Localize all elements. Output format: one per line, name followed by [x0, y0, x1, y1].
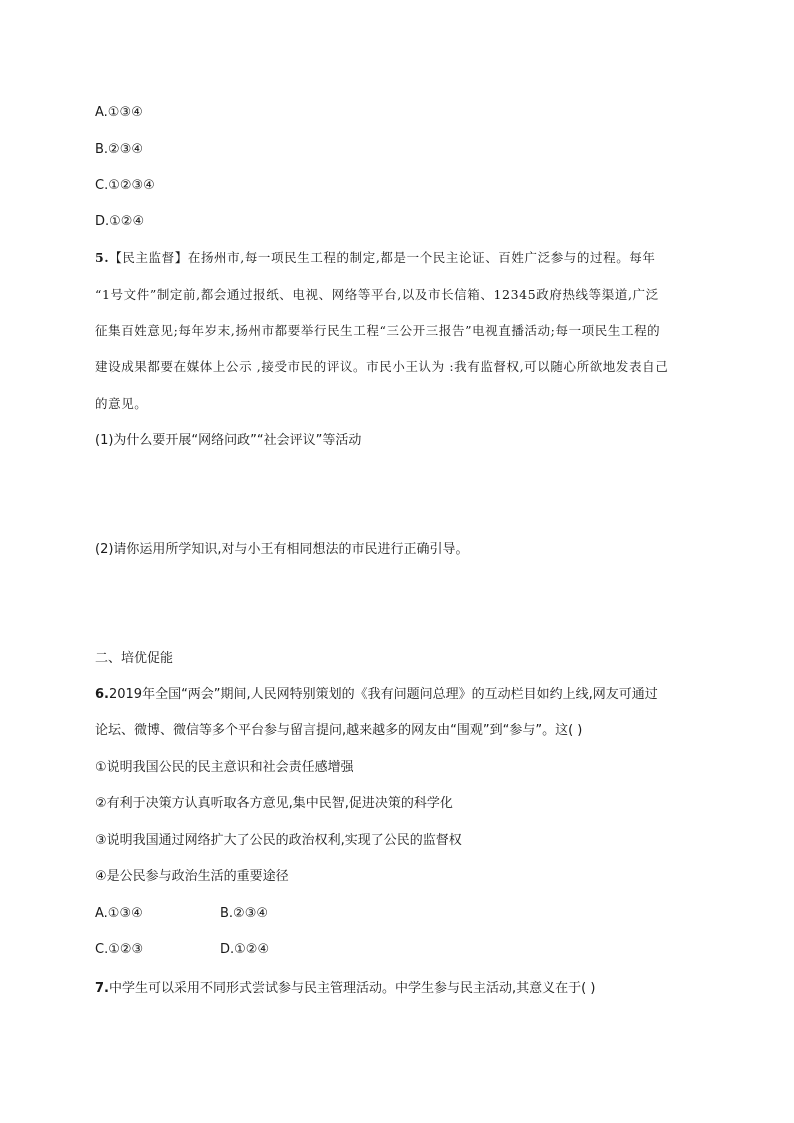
q7-line — [95, 981, 595, 997]
q5-line-5: 的意见。 — [95, 396, 148, 411]
q6-statement-4: ④是公民参与政治生活的重要途径 — [95, 869, 289, 884]
q6-option-d: D.①②④ — [220, 942, 270, 957]
q5-tag: 【民主监督】 — [109, 250, 188, 265]
q6-line-2: 论坛、微博、微信等多个平台参与留言提问,越来越多的网友由“围观”到“参与”。这( ) — [95, 723, 583, 738]
q5-line-1 — [95, 250, 656, 266]
q5-number: 5. — [95, 250, 110, 265]
q4-option-c: C.①②③④ — [95, 178, 155, 193]
q4-option-a: A.①③④ — [95, 105, 143, 120]
section-heading: 二、培优促能 — [95, 651, 174, 666]
q6-option-a: A.①③④ — [95, 906, 143, 921]
q6-line-1 — [95, 687, 658, 703]
q6-statement-1: ①说明我国公民的民主意识和社会责任感增强 — [95, 760, 354, 775]
q6-option-b: B.②③④ — [220, 906, 269, 921]
q5-line-4: 建设成果都要在媒体上公示 ,接受市民的评议。市民小王认为 :我有监督权,可以随心所欲地发表自己 — [95, 359, 669, 374]
q6-option-c: C.①②③ — [95, 942, 144, 957]
q7-number: 7. — [95, 981, 109, 996]
q6-statement-2: ②有利于决策方认真听取各方意见,集中民智,促进决策的科学化 — [95, 796, 453, 811]
q6-statement-3: ③说明我国通过网络扩大了公民的政治权利,实现了公民的监督权 — [95, 833, 462, 848]
q5-subquestion-1: (1)为什么要开展“网络问政”“社会评议”等活动 — [95, 433, 362, 448]
q6-number: 6. — [95, 687, 109, 702]
q4-option-d: D.①②④ — [95, 214, 145, 229]
q5-line-3: 征集百姓意见;每年岁末,扬州市都要举行民生工程“三公开三报告”电视直播活动;每一项民生工程的 — [95, 323, 661, 338]
q5-line-2: “1号文件”制定前,都会通过报纸、电视、网络等平台,以及市长信箱、12345政府热线等渠道,广泛 — [95, 287, 659, 302]
q7-text: 中学生可以采用不同形式尝试参与民主管理活动。中学生参与民主活动,其意义在于( ) — [108, 981, 596, 996]
q5-subquestion-2: (2)请你运用所学知识,对与小王有相同想法的市民进行正确引导。 — [95, 542, 469, 557]
q4-option-b: B.②③④ — [95, 142, 144, 157]
q5-text-1: 在扬州市,每一项民生工程的制定,都是一个民主论证、百姓广泛参与的过程。每年 — [187, 250, 656, 265]
q6-text-1: 2019年全国“两会”期间,人民网特别策划的《我有问题问总理》的互动栏目如约上线,网友可通过 — [108, 687, 658, 702]
